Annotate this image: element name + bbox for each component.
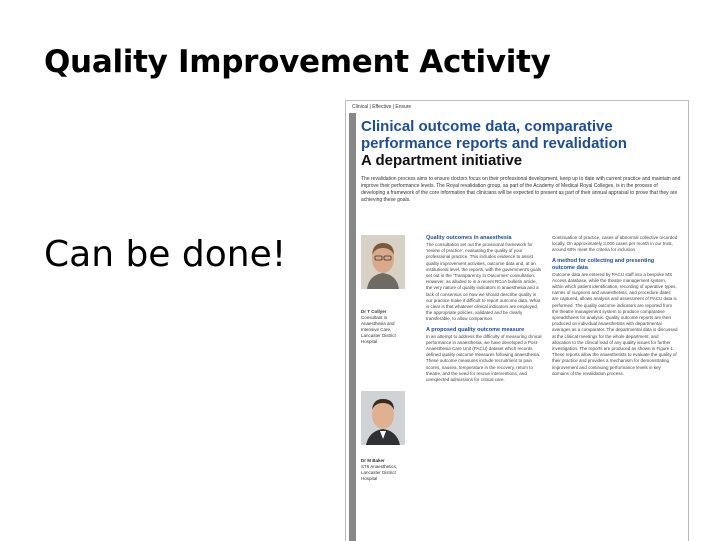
- slide-title: Quality Improvement Activity: [44, 44, 551, 80]
- column-2-heading: A method for collecting and presenting outcome data: [552, 257, 655, 271]
- author-1-role: Consultant in Anaesthesia and Intensive Care, Lancaster District Hospital: [361, 315, 396, 344]
- document-subtitle: A department initiative: [361, 152, 523, 169]
- slide-body-text: Can be done!: [44, 234, 287, 275]
- column-1-text-2: In an attempt to address the difficulty of measuring clinical performance in anaesthesia, we have developed a Post-Anaesthesia Care Unit (PACU) dataset which records defined quality outcome measures following anaesthesia. These outcome measures include recruitment to pain scores, nausea, temperature in the recovery, return to theatre, and the need for rescue interventions, and unexpected admissions for critical care.: [426, 333, 542, 383]
- author-2-caption: [361, 458, 411, 482]
- column-2-text: Continuation of practice, cases of abnormal collective recorded locally. On approximately 3,000 cases per month in our trust, around 60% meet the criteria for inclusion.: [552, 235, 678, 253]
- document-intro: The revalidation process aims to ensure doctors focus on their professional development, keep up to date with current practice and maintain and improve their performance levels. The Royal revalidation group, as part of the Academy of Medical Royal Colleges, is in the process of developing a framework of the core information that clinicians will be expected to present as part of their annual appraisal to prove that they are achieving these goals.: [361, 176, 681, 203]
- article-column-2: [552, 235, 678, 541]
- sidebar-bar: [349, 113, 356, 541]
- article-column-1: [426, 235, 544, 541]
- document-image: [345, 100, 689, 541]
- author-2-role: ST6 Anaesthetics, Lancaster District Hospital: [361, 464, 398, 481]
- column-1-text: The consultation set out the provisional framework for 'review of practice', evaluating the quality of your professional practice. This includes evidence to assist quality improvement activities, outcome data and, at an institutional level, the reports, with the government's goals set out in the 'Transparency in Outcomes' consultation. However, as alluded to in a recent RCoA bulletin article, the very nature of quality indicators in anaesthesia and a lack of consensus on how we should describe quality in our practice make it difficult to report outcome data. What is clear is that whatever clinical indicators are employed, the appropriate policies, validated and be clearly transferable, to allow comparison.: [426, 242, 542, 322]
- author-1-caption: [361, 309, 411, 345]
- title-line-2: performance reports and revalidation: [361, 135, 627, 152]
- column-1-heading: Quality outcomes in anaesthesia: [426, 235, 512, 241]
- author-1-name: Dr T Collyer: [361, 309, 387, 314]
- person-icon: [361, 235, 405, 289]
- column-2-text-2: Outcome data are entered by PACU staff into a bespoke MS Access database, while the theatre management system, within which patient identification, recording of operative types, names of surgeons and anaesthetists, and procedure dates are captured, allows analysis and assessment of PACU data is performed. The quality outcome indicators are reported from the theatre management system to produce comparative spreadsheets for analysis. Quality outcome reports are then produced on individual anaesthetists with departmental averages as a comparator. The departmental data is discussed at the clinical meetings for the whole department, and allocation to the clinical lead of any quality issues for further investigation. The reports are produced as shown in Figure 1. These reports allow the anaesthetists to evaluate the quality of their practice and provides a mechanism for demonstrating improvement and continuing performance levels in key domains of the revalidation process.: [552, 271, 678, 376]
- title-line-1: Clinical outcome data, comparative: [361, 118, 613, 135]
- author-2-name: Dr M Baker: [361, 458, 385, 463]
- author-photo-1: [361, 235, 405, 289]
- document-title: [361, 118, 627, 169]
- person-icon: [361, 391, 405, 445]
- document-header: Clinical | Effective | Ensure: [352, 104, 412, 110]
- author-photo-2: [361, 391, 405, 445]
- column-1-heading-2: A proposed quality outcome measure: [426, 326, 525, 333]
